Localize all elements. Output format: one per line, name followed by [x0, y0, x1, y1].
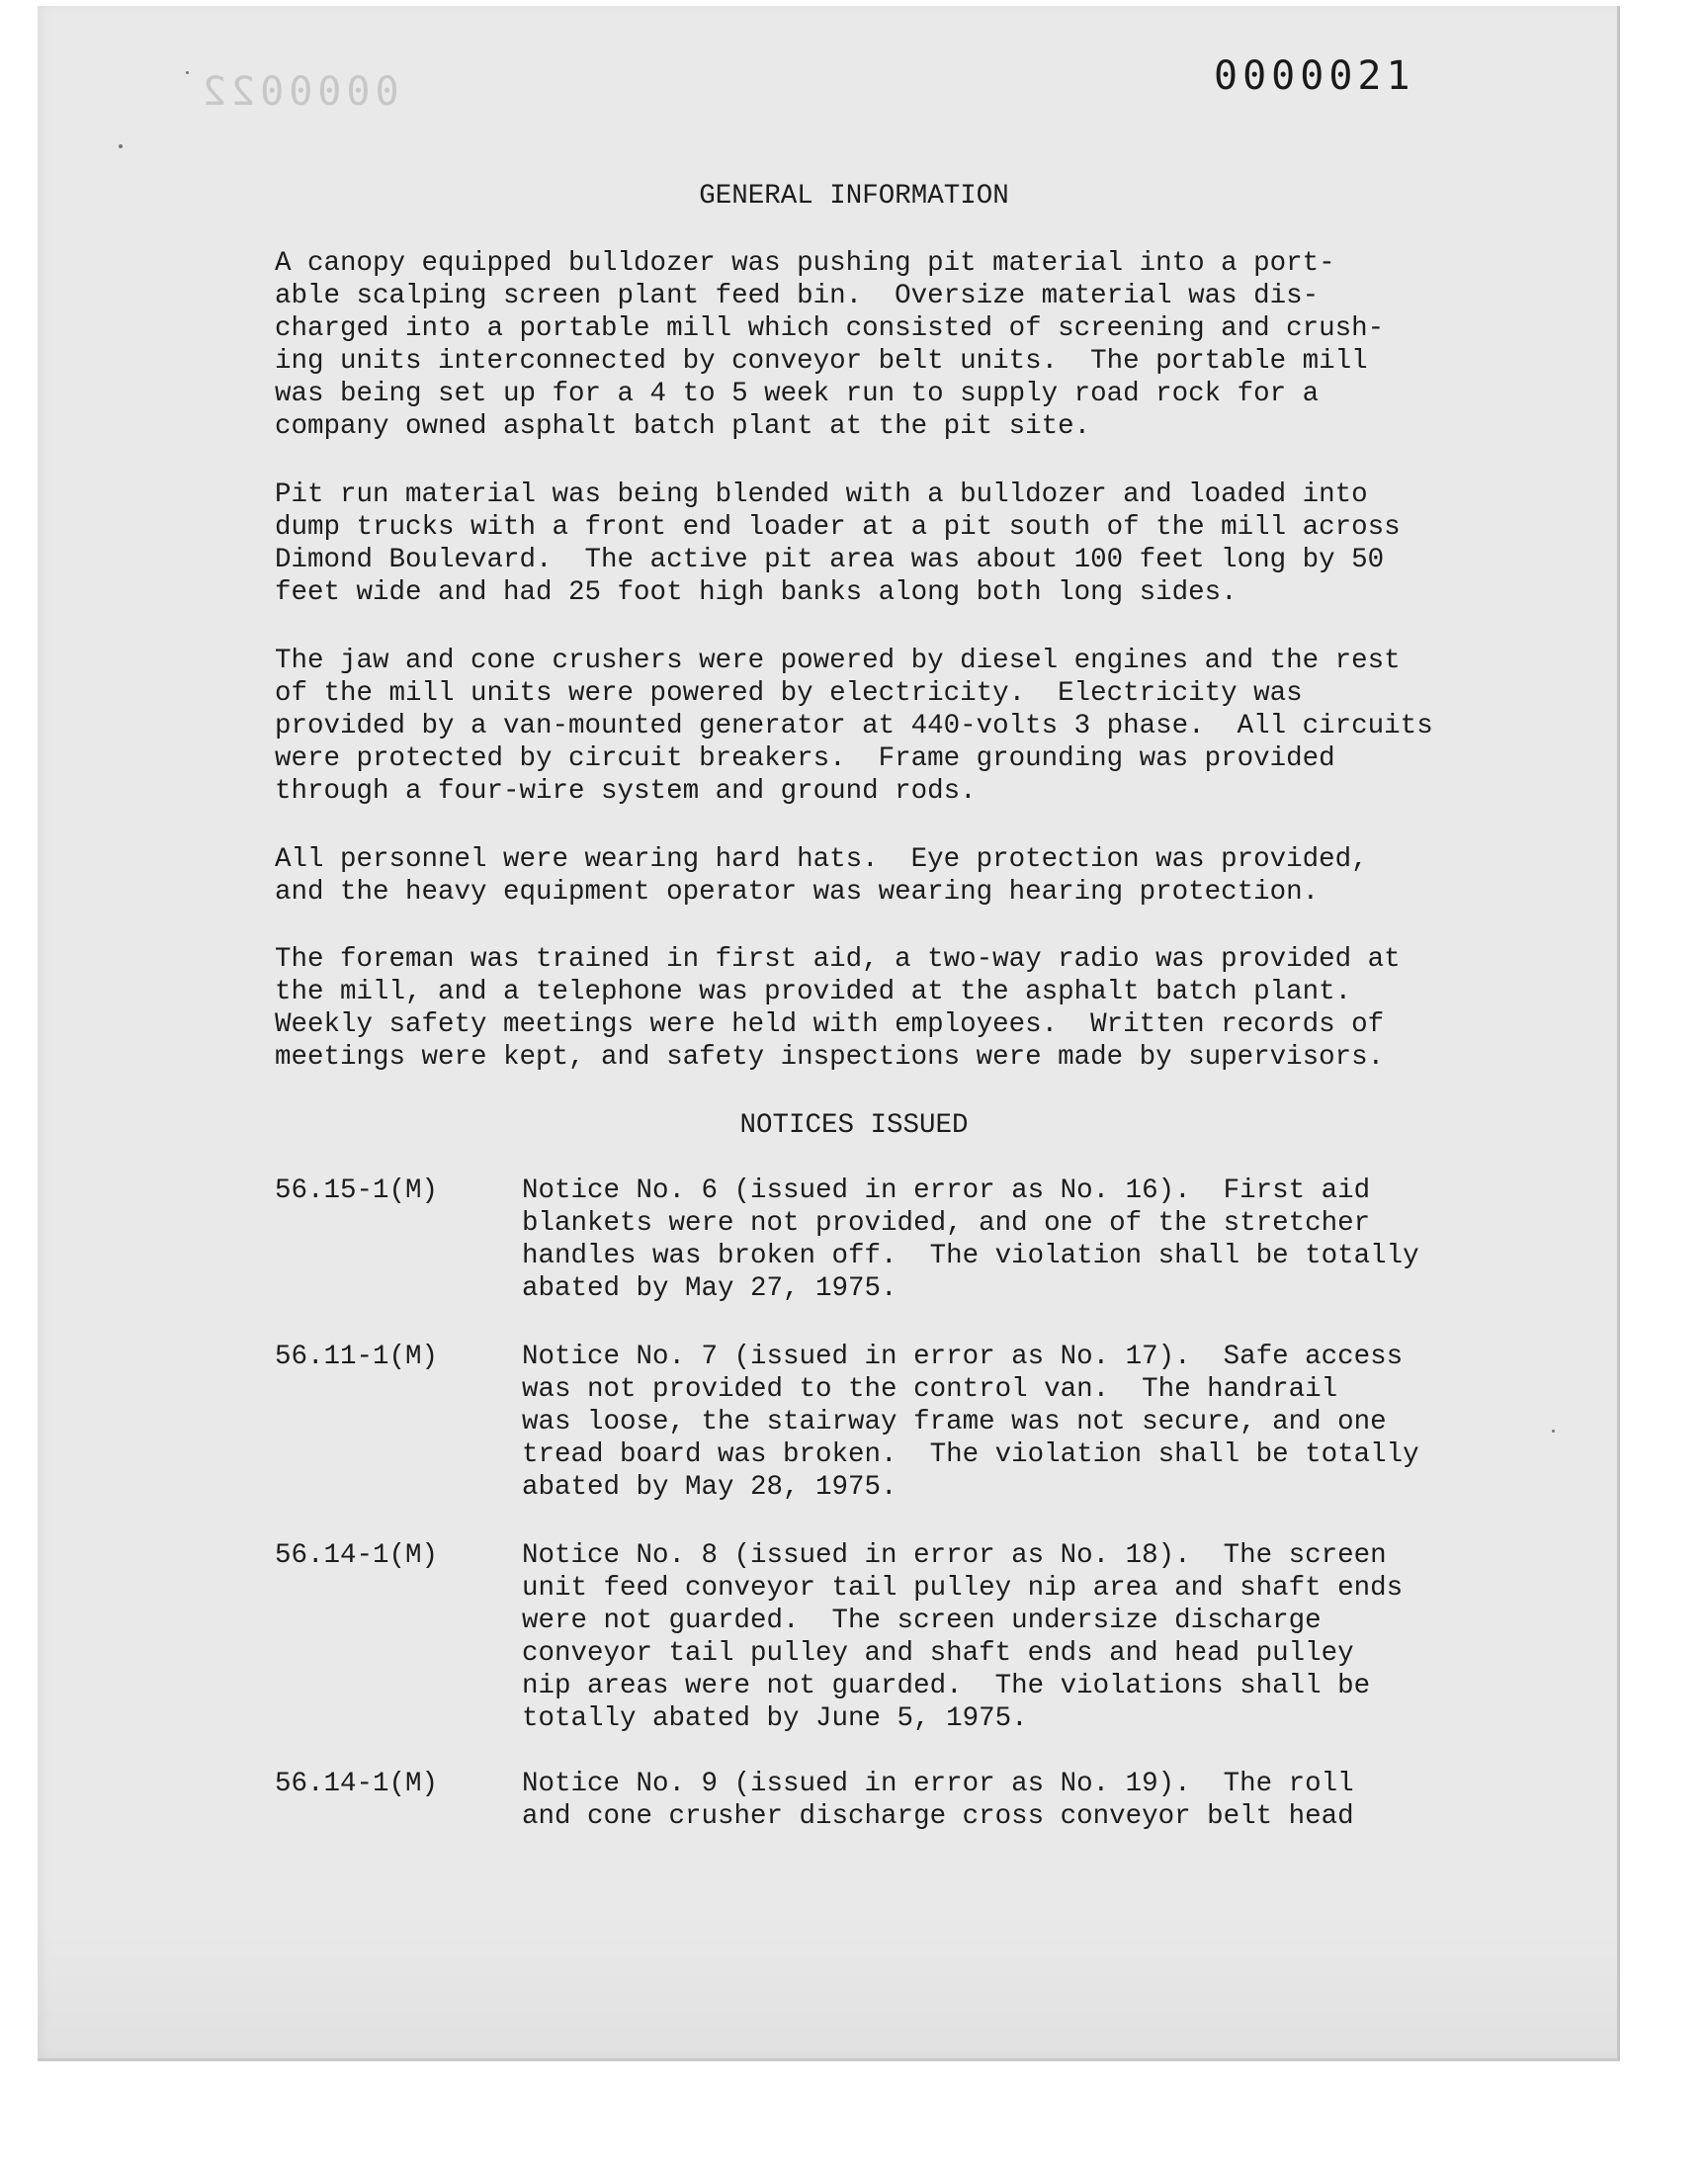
notices-issued-heading: NOTICES ISSUED: [739, 1110, 969, 1141]
notice-code: 56.15-1(M): [275, 1175, 439, 1206]
bleed-through-page-number: 0000022: [198, 69, 399, 115]
page-number: 0000021: [1214, 53, 1415, 99]
notice-text: Notice No. 6 (issued in error as No. 16). First aid blankets were not provided, and one of the stretcher handles was broken off. The violation shall be totally abated by May 27, 1975.: [522, 1175, 1419, 1304]
notice-text: Notice No. 8 (issued in error as No. 18). The screen unit feed conveyor tail pulley nip area and shaft ends were not guarded. The screen undersize discharge conveyor tail pulley and shaft ends and head pulley nip areas were not guarded. The violations shall be totally abated by June 5, 1975.: [522, 1540, 1404, 1734]
scan-speck: [186, 71, 189, 74]
paragraph-pit: Pit run material was being blended with a bulldozer and loaded into dump trucks with a front end loader at a pit south of the mill across Dimond Boulevard. The active pit area was about 100 feet long by 50 feet wide and had 25 foot high banks along both long sides.: [275, 479, 1401, 608]
scan-speck: [1552, 1430, 1555, 1433]
paragraph-protection: All personnel were wearing hard hats. Eye protection was provided, and the heavy equipment operator was wearing hearing protection.: [275, 844, 1368, 908]
paragraph-power: The jaw and cone crushers were powered by diesel engines and the rest of the mill units were powered by electricity. Electricity was provided by a van-mounted generator at 440-volts 3 phase. All circuits were protected by circuit breakers. Frame grounding was provided through a four-wire system and ground rods.: [275, 646, 1433, 807]
notice-code: 56.11-1(M): [275, 1342, 439, 1372]
paragraph-first-aid: The foreman was trained in first aid, a two-way radio was provided at the mill, and a telephone was provided at the asphalt batch plant. Weekly safety meetings were held with employees. Written records of meetings were kept, and safety inspections were made by supervisors.: [275, 944, 1401, 1073]
paragraph-equipment: A canopy equipped bulldozer was pushing pit material into a port- able scalping screen plant feed bin. Oversize material was dis- charged into a portable mill which consisted of screening and crush- ing units interconnected by conveyor belt units. The portable mill was being set up for a 4 to 5 week run to supply road rock for a company owned asphalt batch plant at the pit site.: [275, 248, 1385, 442]
scan-speck: [119, 144, 123, 148]
notice-code: 56.14-1(M): [275, 1769, 439, 1799]
notice-text: Notice No. 7 (issued in error as No. 17). Safe access was not provided to the control van. The handrail was loose, the stairway frame was not secure, and one tread board was broken. The violation shall be totally abated by May 28, 1975.: [522, 1342, 1419, 1503]
notice-code: 56.14-1(M): [275, 1540, 439, 1571]
general-information-heading: GENERAL INFORMATION: [699, 181, 1009, 212]
notice-text: Notice No. 9 (issued in error as No. 19). The roll and cone crusher discharge cross conveyor belt head: [522, 1769, 1354, 1832]
